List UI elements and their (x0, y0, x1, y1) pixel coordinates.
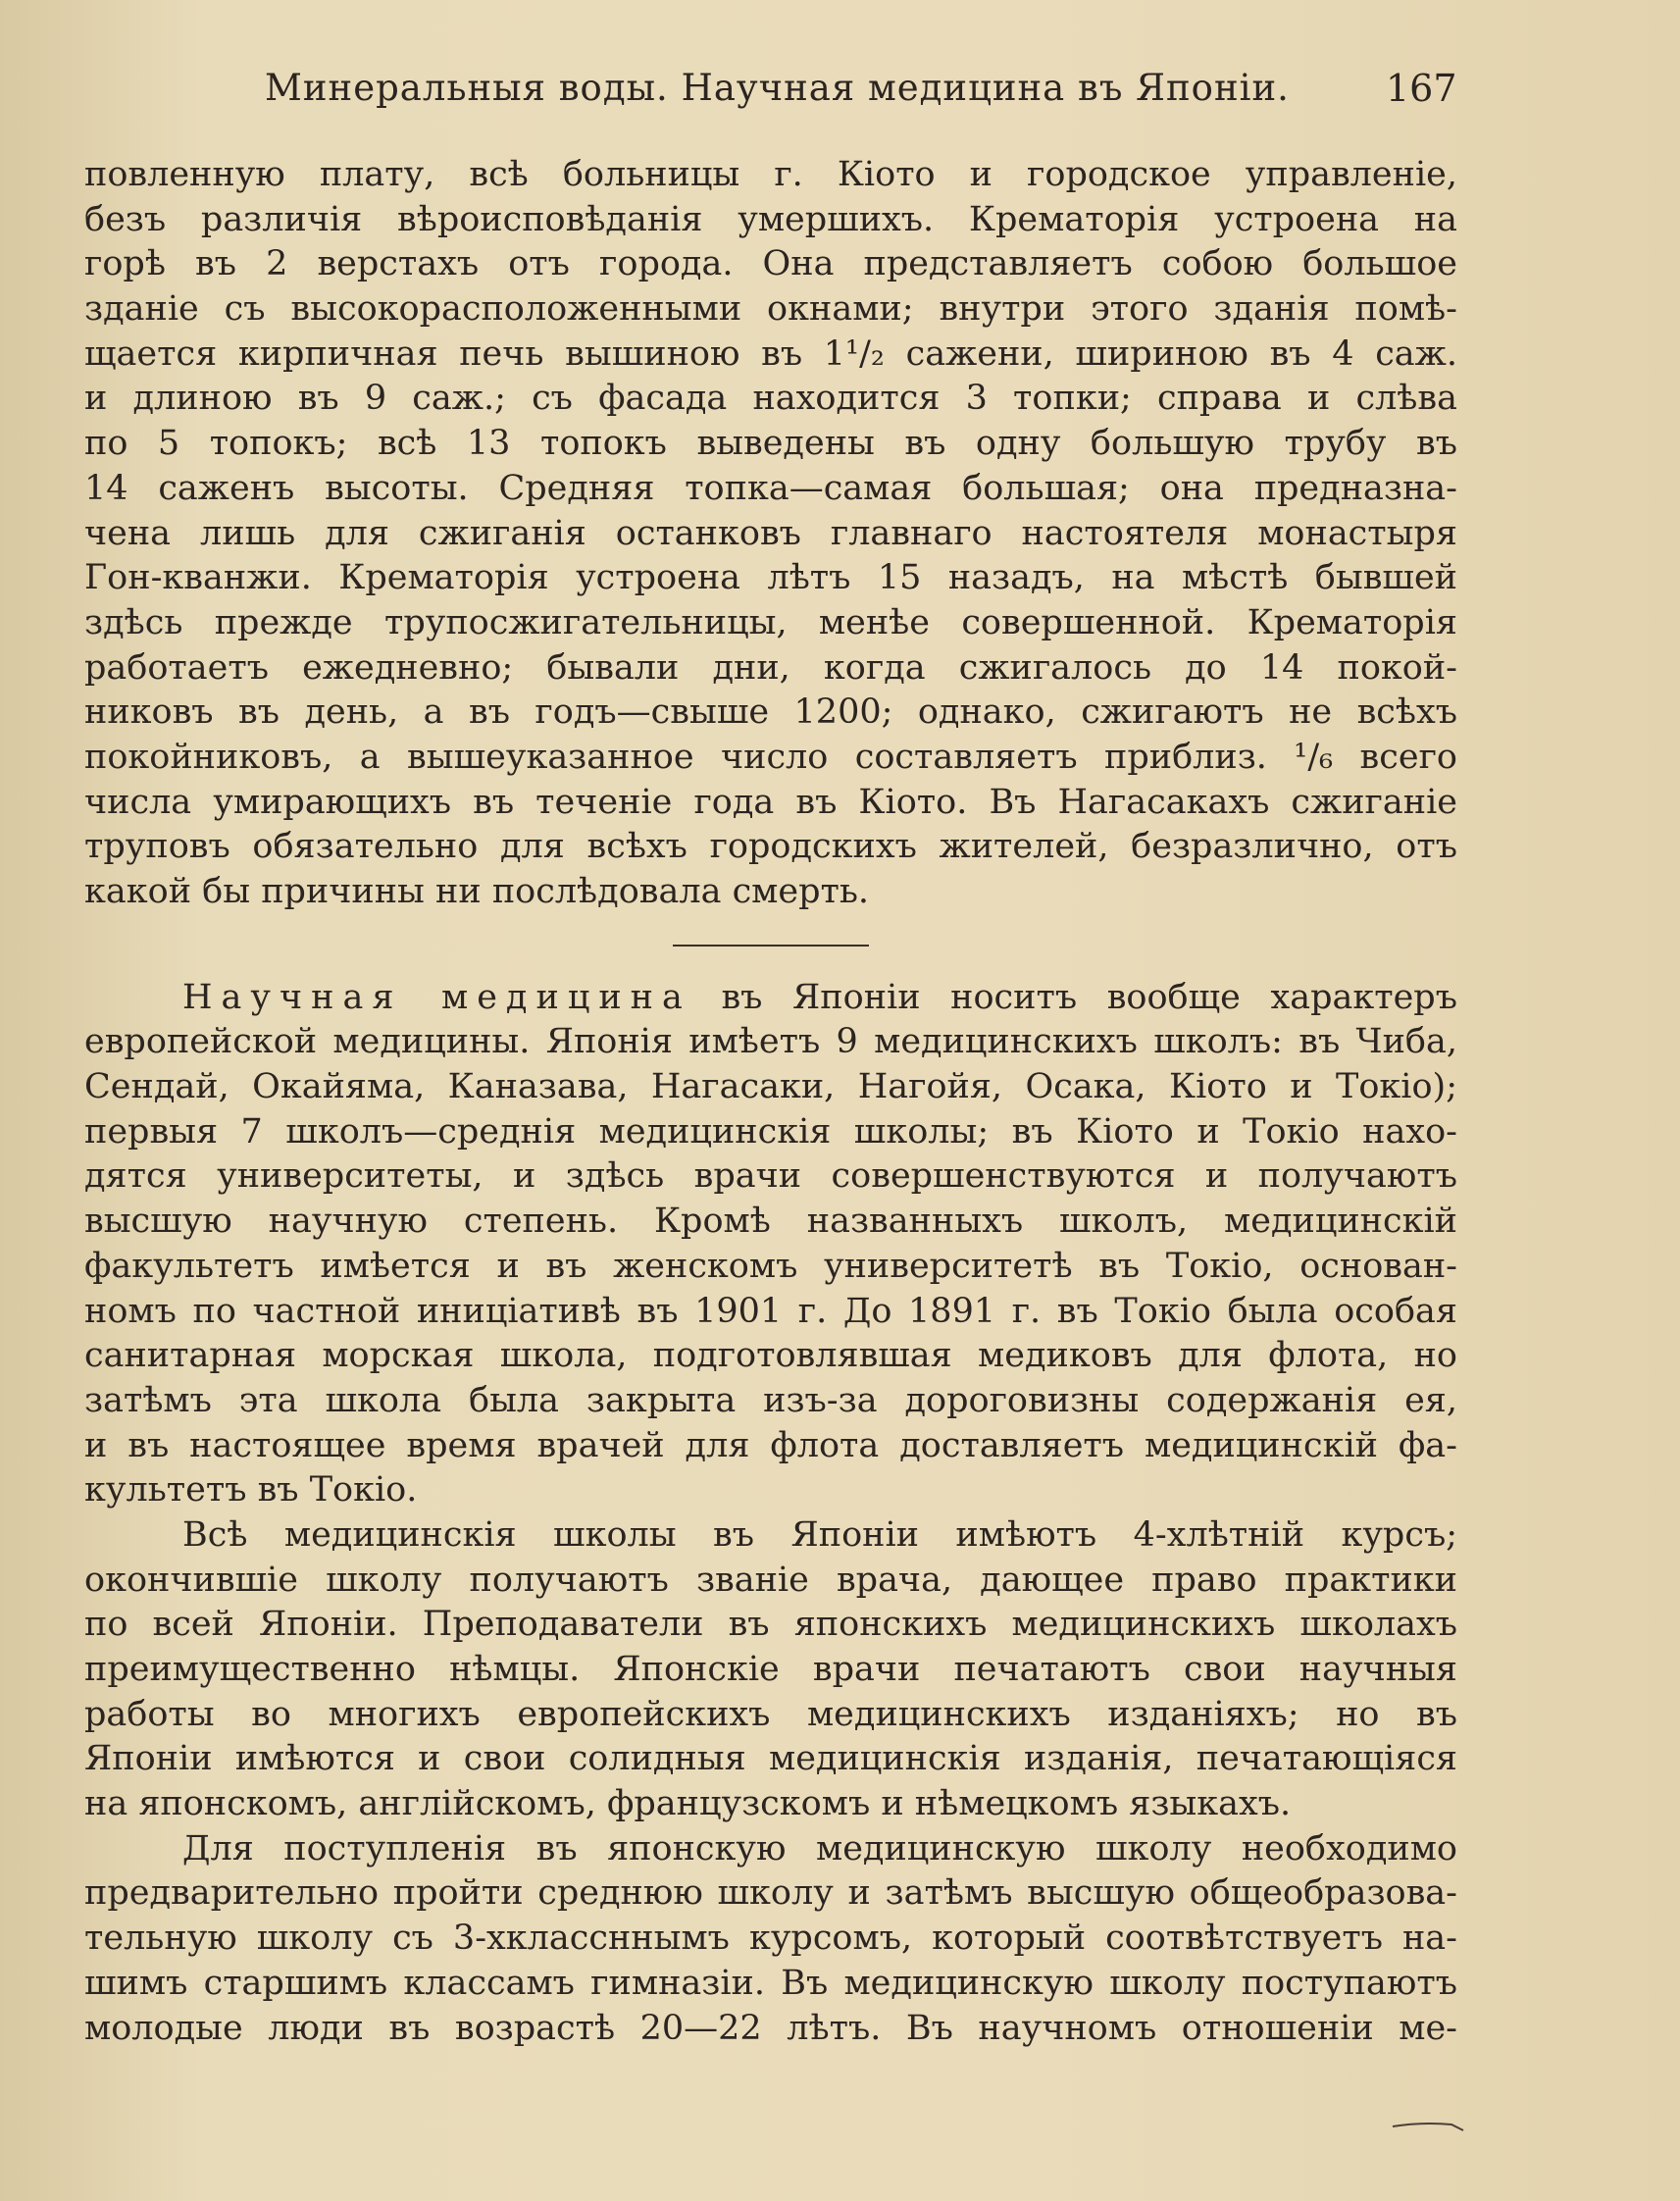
text-line: Для поступленія въ японскую медицинскую школу необходимо (182, 1828, 1457, 1868)
text-line: никовъ въ день, а въ годъ—свыше 1200; однако, сжигаютъ не всѣхъ (84, 692, 1457, 733)
text-line: безъ различія вѣроисповѣданія умершихъ. Крематорія устроена на (84, 199, 1457, 239)
text-line: европейской медицины. Японія имѣетъ 9 медицинскихъ школъ: въ Чиба, (84, 1022, 1457, 1062)
text-line: щается кирпичная печь вышиною въ 1¹/₂ сажени, шириною въ 4 саж. (84, 333, 1457, 374)
text-line: 14 саженъ высоты. Средняя топка—самая большая; она предназна- (84, 468, 1457, 508)
text-line: дятся университеты, и здѣсь врачи совершенствуются и получаютъ (84, 1156, 1457, 1197)
text-line: молодые люди въ возрастѣ 20—22 лѣтъ. Въ научномъ отношеніи ме- (84, 2008, 1457, 2048)
text-line: числа умирающихъ въ теченіе года въ Кіото. Въ Нагасакахъ сжиганіе (84, 782, 1457, 822)
text-line: какой бы причины ни послѣдовала смерть. (84, 872, 870, 911)
text-line: горѣ въ 2 верстахъ отъ города. Она представляетъ собою большое (84, 244, 1457, 284)
text-line: культетъ въ Токіо. (84, 1470, 418, 1510)
text-line: повленную плату, всѣ больницы г. Кіото и городское управленіе, (84, 155, 1457, 194)
pencil-mark (1391, 2119, 1469, 2132)
text-line: шимъ старшимъ классамъ гимназіи. Въ медицинскую школу поступаютъ (84, 1963, 1457, 2003)
text-line: труповъ обязательно для всѣхъ городскихъ жителей, безразлично, отъ (84, 827, 1457, 867)
text-line: преимущественно нѣмцы. Японскіе врачи печатаютъ свои научныя (84, 1650, 1457, 1689)
text-line: предварительно пройти среднюю школу и затѣмъ высшую общеобразова- (84, 1873, 1457, 1914)
page-header (0, 67, 1680, 126)
text-line: здѣсь прежде трупосжигательницы, менѣе совершенной. Крематорія (84, 602, 1457, 642)
text-line: окончившіе школу получаютъ званіе врача, дающее право практики (84, 1560, 1457, 1600)
text-line: первыя 7 школъ—среднія медицинскія школы; въ Кіото и Токіо нахо- (84, 1111, 1457, 1152)
text-line: Всѣ медицинскія школы въ Японіи имѣютъ 4-хлѣтній курсъ; (182, 1514, 1457, 1555)
running-title: Минеральныя воды. Научная медицина въ Японіи. (265, 67, 1290, 109)
section-divider (673, 945, 869, 947)
text-line: и длиною въ 9 саж.; съ фасада находится 3 топки; справа и слѣва (84, 379, 1457, 419)
text-line: зданіе съ высокорасположенными окнами; внутри этого зданія помѣ- (84, 289, 1457, 330)
text-line: покойниковъ, а вышеуказанное число составляетъ приблиз. ¹/₆ всего (84, 737, 1457, 777)
text-line: по 5 топокъ; всѣ 13 топокъ выведены въ одну большую трубу въ (84, 424, 1457, 464)
text-line: Японіи имѣются и свои солидныя медицинскія изданія, печатающіяся (84, 1739, 1457, 1779)
section-heading-spaced: Научная медицина (182, 977, 691, 1017)
paragraph-crematorium (84, 153, 1457, 915)
text-line: по всей Японіи. Преподаватели въ японскихъ медицинскихъ школахъ (84, 1605, 1457, 1645)
text-line: высшую научную степень. Кромѣ названныхъ школъ, медицинскій (84, 1202, 1457, 1242)
text-line: факультетъ имѣется и въ женскомъ университетѣ въ Токіо, основан- (84, 1246, 1457, 1286)
paragraph-scientific-medicine (84, 976, 1457, 1513)
text-line: чена лишь для сжиганія останковъ главнаго настоятеля монастыря (84, 513, 1457, 553)
body-text (84, 153, 1457, 2051)
paragraph-admission (84, 1827, 1457, 2051)
text-line-first (84, 976, 1457, 1021)
text-line: Сендай, Окайяма, Каназава, Нагасаки, Нагойя, Осака, Кіото и Токіо); (84, 1067, 1457, 1107)
text-line: на японскомъ, англійскомъ, французскомъ и нѣмецкомъ языкахъ. (84, 1784, 1292, 1824)
text-line: работы во многихъ европейскихъ медицинскихъ изданіяхъ; но въ (84, 1694, 1457, 1734)
paragraph-medical-schools (84, 1513, 1457, 1827)
text-line: затѣмъ эта школа была закрыта изъ-за дороговизны содержанія ея, (84, 1380, 1457, 1420)
text-line: Гон-кванжи. Крематорія устроена лѣтъ 15 назадъ, на мѣстѣ бывшей (84, 558, 1457, 598)
page-number: 167 (1386, 67, 1457, 110)
text-line: и въ настоящее время врачей для флота доставляетъ медицинскій фа- (84, 1425, 1457, 1465)
first-line-rest: въ Японіи носитъ вообще характеръ (721, 977, 1457, 1017)
section-divider-row (84, 915, 1457, 976)
text-line: номъ по частной иниціативѣ въ 1901 г. До 1891 г. въ Токіо была особая (84, 1291, 1457, 1331)
text-line: тельную школу съ 3-хклассннымъ курсомъ, который соотвѣтствуетъ на- (84, 1919, 1457, 1959)
text-line: работаетъ ежедневно; бывали дни, когда сжигалось до 14 покой- (84, 647, 1457, 688)
text-line: санитарная морская школа, подготовлявшая медиковъ для флота, но (84, 1336, 1457, 1376)
